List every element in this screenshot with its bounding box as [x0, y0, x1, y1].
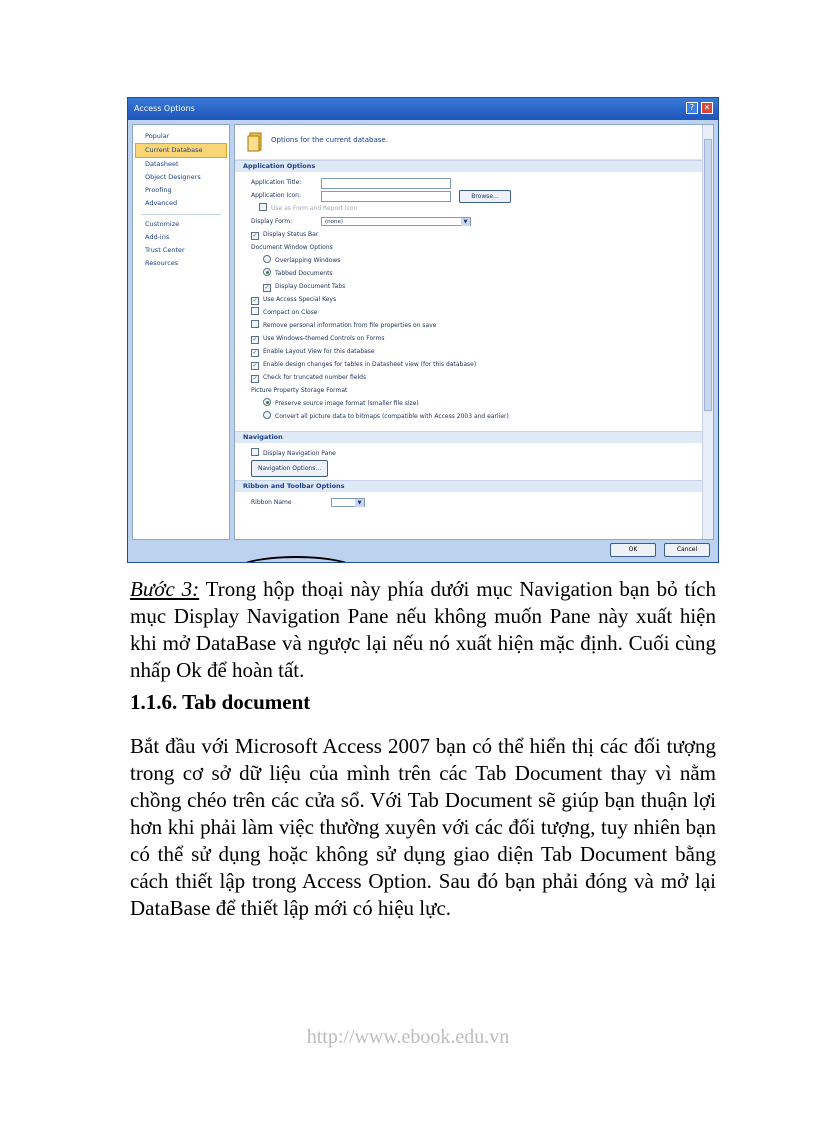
navigation-options-button[interactable]: Navigation Options... [251, 460, 328, 477]
design-changes-label: Enable design changes for tables in Datasheet view (for this database) [263, 361, 477, 368]
layout-view-checkbox[interactable]: ✓ [252, 349, 258, 356]
nav-item-popular[interactable]: Popular [145, 132, 170, 140]
app-title-row [251, 176, 713, 189]
app-title-input[interactable] [321, 178, 451, 189]
dialog-body [132, 124, 714, 540]
status-bar-row [251, 228, 713, 241]
step-label: Bước 3: [130, 577, 200, 601]
overlapping-row [251, 254, 713, 267]
display-form-row [251, 215, 713, 228]
check-truncated-label: Check for truncated number fields [263, 374, 367, 381]
doc-tabs-checkbox[interactable]: ✓ [264, 284, 270, 291]
display-form-label: Display Form: [251, 218, 293, 225]
compact-row [251, 306, 713, 319]
design-changes-checkbox[interactable]: ✓ [252, 362, 258, 369]
body-paragraph: Bắt đầu với Microsoft Access 2007 bạn có thể hiển thị các đối tượng trong cơ sở dữ liệu của mình trên các Tab Document thay vì nằm chồng chéo trên các cửa sổ. Với Tab Document sẽ giúp bạn thuận lợi hơn khi phải làm việc thường xuyên với các đối tượng, tuy nhiên bạn có thể sử dụng hoặc không sử dụng giao diện Tab Document bằng cách thiết lập trong Access Option. Sau đó bạn phải đóng và mở lại DataBase để thiết lập mới có hiệu lực. [130, 734, 716, 920]
dialog-titlebar [128, 98, 718, 120]
display-nav-pane-row [251, 447, 713, 460]
status-bar-label: Display Status Bar [263, 231, 319, 238]
nav-item-current-database[interactable]: Current Database [135, 143, 227, 158]
ok-button[interactable]: OK [610, 543, 656, 557]
nav-item-resources[interactable]: Resources [145, 259, 179, 267]
pane-scrollbar[interactable] [702, 125, 713, 539]
windows-themed-label: Use Windows-themed Controls on Forms [263, 335, 385, 342]
special-keys-row [251, 293, 713, 306]
convert-label: Convert all picture data to bitmaps (compatible with Access 2003 and earlier) [275, 413, 509, 420]
nav-options-row [251, 460, 713, 476]
display-form-select[interactable] [321, 217, 471, 226]
step-3-paragraph [130, 576, 716, 684]
check-truncated-checkbox[interactable]: ✓ [252, 375, 258, 382]
scrollbar-thumb[interactable] [704, 139, 712, 411]
doc-window-options-label: Document Window Options [251, 244, 333, 251]
preserve-row [251, 397, 713, 410]
nav-item-proofing[interactable]: Proofing [145, 186, 172, 194]
use-as-icon-checkbox[interactable] [259, 203, 267, 211]
design-changes-row [251, 358, 713, 371]
navigation-options [235, 443, 713, 478]
app-icon-input[interactable] [321, 191, 451, 202]
options-nav [132, 124, 230, 540]
special-keys-label: Use Access Special Keys [263, 296, 337, 303]
remove-personal-row [251, 319, 713, 332]
section-heading: 1.1.6. Tab document [130, 690, 311, 714]
ribbon-options [235, 492, 713, 511]
nav-item-customize[interactable]: Customize [145, 220, 180, 228]
check-truncated-row [251, 371, 713, 384]
compact-label: Compact on Close [263, 309, 318, 316]
layout-view-row [251, 345, 713, 358]
chevron-down-icon: ▼ [461, 218, 470, 226]
doc-tabs-row [251, 280, 713, 293]
browse-button[interactable]: Browse... [459, 190, 511, 203]
section-application-options: Application Options [235, 160, 713, 172]
display-nav-pane-checkbox[interactable] [251, 448, 259, 456]
overlapping-radio[interactable] [263, 255, 271, 263]
cancel-button[interactable]: Cancel [664, 543, 710, 557]
nav-item-trust-center[interactable]: Trust Center [145, 246, 185, 254]
nav-item-object-designers[interactable]: Object Designers [145, 173, 201, 181]
convert-radio[interactable] [263, 411, 271, 419]
preserve-label: Preserve source image format (smaller file size) [275, 400, 419, 407]
footer-url: http://www.ebook.edu.vn [306, 1026, 510, 1048]
ribbon-name-row [251, 496, 713, 509]
step-text: Trong hộp thoại này phía dưới mục Navigation bạn bỏ tích mục Display Navigation Pane nếu không muốn Pane này xuất hiện khi mở DataBase và ngược lại nếu nó xuất hiện mặc định. Cuối cùng nhấp Ok để hoàn tất. [130, 577, 716, 682]
picture-format-label: Picture Property Storage Format [251, 387, 348, 394]
use-as-icon-row [251, 202, 713, 215]
ribbon-name-select[interactable] [331, 498, 365, 507]
pane-title: Options for the current database. [271, 136, 388, 144]
section-ribbon: Ribbon and Toolbar Options [235, 480, 713, 492]
nav-item-add-ins[interactable]: Add-ins [145, 233, 170, 241]
compact-checkbox[interactable] [251, 307, 259, 315]
chevron-down-icon: ▼ [355, 499, 364, 507]
app-title-label: Application Title: [251, 179, 302, 186]
application-options [235, 172, 713, 425]
doc-tabs-label: Display Document Tabs [275, 283, 346, 290]
help-icon[interactable]: ? [686, 102, 698, 114]
nav-item-advanced[interactable]: Advanced [145, 199, 178, 207]
nav-divider [141, 214, 221, 215]
tabbed-row [251, 267, 713, 280]
section-navigation: Navigation [235, 431, 713, 443]
windows-themed-checkbox[interactable]: ✓ [252, 336, 258, 343]
tabbed-radio[interactable] [263, 268, 271, 276]
convert-row [251, 410, 713, 423]
access-options-screenshot [127, 97, 719, 563]
hand-drawn-circle-annotation [230, 556, 362, 563]
nav-item-datasheet[interactable]: Datasheet [145, 160, 179, 168]
app-icon-label: Application Icon: [251, 192, 301, 199]
close-icon[interactable]: ✕ [701, 102, 713, 114]
display-form-value: (none) [325, 219, 344, 225]
options-pane [234, 124, 714, 540]
display-nav-pane-label: Display Navigation Pane [263, 450, 336, 457]
use-as-icon-label: Use as Form and Report Icon [271, 205, 358, 212]
pane-header [235, 125, 713, 160]
remove-personal-checkbox[interactable] [251, 320, 259, 328]
app-icon-row [251, 189, 713, 202]
dialog-title: Access Options [134, 104, 195, 113]
layout-view-label: Enable Layout View for this database [263, 348, 375, 355]
overlapping-label: Overlapping Windows [275, 257, 341, 264]
ribbon-name-label: Ribbon Name [251, 499, 292, 506]
windows-themed-row [251, 332, 713, 345]
preserve-radio[interactable] [263, 398, 271, 406]
remove-personal-label: Remove personal information from file properties on save [263, 322, 437, 329]
tabbed-label: Tabbed Documents [275, 270, 333, 277]
database-icon [247, 132, 263, 152]
status-bar-checkbox[interactable]: ✓ [252, 232, 258, 239]
special-keys-checkbox[interactable]: ✓ [252, 297, 258, 304]
